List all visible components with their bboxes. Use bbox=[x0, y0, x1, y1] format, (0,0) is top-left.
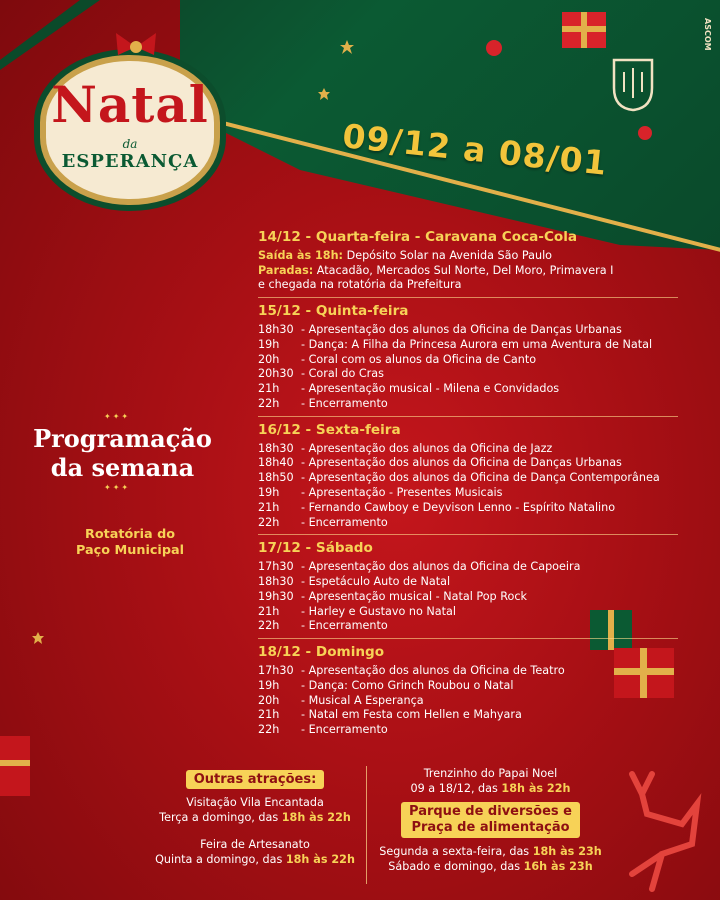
schedule-row bbox=[258, 679, 708, 694]
programacao-title bbox=[20, 424, 225, 482]
caravana-paradas bbox=[258, 264, 708, 279]
time: 22h bbox=[258, 723, 280, 737]
paradas-text: Atacadão, Mercados Sul Norte, Del Moro, Primavera I bbox=[316, 263, 614, 277]
stars-icon: ✦✦✦ bbox=[104, 412, 131, 421]
activity: - Encerramento bbox=[301, 396, 388, 410]
vila-hours: 18h às 22h bbox=[281, 811, 351, 824]
activity: - Musical A Esperança bbox=[301, 693, 424, 707]
feira-schedule bbox=[150, 852, 360, 867]
time: 19h bbox=[258, 678, 280, 692]
trenzinho-days: 09 a 18/12, das bbox=[410, 782, 498, 795]
divider bbox=[258, 297, 678, 298]
time: 20h bbox=[258, 693, 280, 707]
schedule-row bbox=[258, 516, 708, 531]
event-dates: 09/12 a 08/01 bbox=[340, 116, 610, 183]
bow-icon bbox=[114, 25, 158, 69]
saida-label: Saída às 18h: bbox=[258, 248, 344, 262]
time: 18h40 bbox=[258, 456, 294, 470]
caravana-saida bbox=[258, 249, 708, 264]
activity: - Apresentação dos alunos da Oficina de Danças Urbanas bbox=[301, 322, 622, 336]
outras-atracoes bbox=[150, 770, 360, 867]
saida-text: Depósito Solar na Avenida São Paulo bbox=[346, 248, 553, 262]
time: 18h30 bbox=[258, 322, 294, 336]
natal-esperanca-logo bbox=[40, 55, 220, 205]
activity: - Apresentação dos alunos da Oficina de Teatro bbox=[301, 663, 565, 677]
schedule-row bbox=[258, 664, 708, 679]
activity: - Apresentação musical - Natal Pop Rock bbox=[301, 589, 527, 603]
schedule-row bbox=[258, 619, 708, 634]
star-icon bbox=[32, 632, 44, 644]
parque-weekend-days: Sábado e domingo, das bbox=[388, 860, 521, 873]
schedule-row bbox=[258, 560, 708, 575]
activity: - Dança: Como Grinch Roubou o Natal bbox=[301, 678, 514, 692]
parque-title bbox=[401, 802, 580, 838]
schedule-row bbox=[258, 382, 708, 397]
ornament-icon bbox=[636, 124, 654, 142]
schedule-row bbox=[258, 723, 708, 738]
schedule-row bbox=[258, 501, 708, 516]
feira-hours: 18h às 22h bbox=[285, 853, 355, 866]
divider bbox=[258, 638, 678, 639]
schedule-row bbox=[258, 471, 708, 486]
vila-title: Visitação Vila Encantada bbox=[186, 796, 324, 809]
schedule-row bbox=[258, 323, 708, 338]
activity: - Encerramento bbox=[301, 723, 388, 737]
schedule-row bbox=[258, 486, 708, 501]
activity: - Apresentação dos alunos da Oficina de Danças Urbanas bbox=[301, 456, 622, 470]
activity: - Coral com os alunos da Oficina de Canto bbox=[301, 352, 537, 366]
star-icon bbox=[340, 40, 354, 54]
schedule-row bbox=[258, 367, 708, 382]
location-line1: Rotatória do bbox=[84, 527, 176, 542]
activity: - Fernando Cawboy e Deyvison Lenno - Espírito Natalino bbox=[301, 500, 616, 514]
right-attractions bbox=[378, 766, 603, 874]
star-icon bbox=[318, 88, 330, 100]
schedule-row bbox=[258, 353, 708, 368]
activity: - Apresentação musical - Milena e Convidados bbox=[301, 382, 560, 396]
time: 19h bbox=[258, 485, 280, 499]
logo-natal-text: Natal bbox=[51, 75, 209, 134]
time: 18h30 bbox=[258, 441, 294, 455]
day-title: 16/12 - Sexta-feira bbox=[258, 421, 401, 438]
trenzinho-hours: 18h às 22h bbox=[501, 782, 571, 795]
schedule-row bbox=[258, 456, 708, 471]
time: 20h30 bbox=[258, 367, 294, 381]
paradas-label: Paradas: bbox=[258, 263, 314, 277]
parque-weekday bbox=[378, 844, 603, 859]
divider bbox=[258, 534, 678, 535]
time: 22h bbox=[258, 619, 280, 633]
schedule-row bbox=[258, 708, 708, 723]
schedule-row bbox=[258, 338, 708, 353]
activity: - Apresentação dos alunos da Oficina de Jazz bbox=[301, 441, 553, 455]
day-title: 17/12 - Sábado bbox=[258, 540, 373, 557]
activity: - Dança: A Filha da Princesa Aurora em uma Aventura de Natal bbox=[301, 337, 653, 351]
schedule-row bbox=[258, 575, 708, 590]
schedule-row bbox=[258, 442, 708, 457]
time: 17h30 bbox=[258, 663, 294, 677]
ascom-label: ASCOM bbox=[703, 18, 712, 51]
time: 17h30 bbox=[258, 560, 294, 574]
location-text bbox=[60, 527, 200, 559]
time: 22h bbox=[258, 515, 280, 529]
time: 21h bbox=[258, 604, 280, 618]
time: 22h bbox=[258, 396, 280, 410]
programacao-line1: Programação bbox=[33, 424, 212, 453]
time: 19h bbox=[258, 337, 280, 351]
activity: - Harley e Gustavo no Natal bbox=[301, 604, 456, 618]
time: 21h bbox=[258, 500, 280, 514]
day-title: 15/12 - Quinta-feira bbox=[258, 303, 409, 320]
time: 18h30 bbox=[258, 574, 294, 588]
outras-title: Outras atrações: bbox=[186, 770, 325, 789]
stars-icon: ✦✦✦ bbox=[104, 483, 131, 492]
parque-weekend-hours: 16h às 23h bbox=[523, 860, 593, 873]
time: 19h30 bbox=[258, 589, 294, 603]
activity: - Natal em Festa com Hellen e Mahyara bbox=[301, 708, 522, 722]
trenzinho-schedule bbox=[378, 781, 603, 796]
reindeer-icon bbox=[602, 764, 712, 896]
divider bbox=[258, 416, 678, 417]
logo-esperanca-text: ESPERANÇA bbox=[61, 151, 199, 172]
vila-schedule bbox=[150, 810, 360, 825]
paradas-text2: e chegada na rotatória da Prefeitura bbox=[258, 278, 462, 292]
schedule-row bbox=[258, 590, 708, 605]
activity: - Apresentação dos alunos da Oficina de Dança Contemporânea bbox=[301, 471, 660, 485]
parque-weekday-days: Segunda a sexta-feira, das bbox=[379, 845, 530, 858]
feira-days: Quinta a domingo, das bbox=[155, 853, 283, 866]
schedule-row bbox=[258, 397, 708, 412]
parque-weekday-hours: 18h às 23h bbox=[532, 845, 602, 858]
activity: - Apresentação - Presentes Musicais bbox=[301, 485, 503, 499]
feira-title: Feira de Artesanato bbox=[200, 838, 310, 851]
time: 18h50 bbox=[258, 471, 294, 485]
schedule bbox=[258, 230, 708, 738]
day-title: 14/12 - Quarta-feira - Caravana Coca-Cola bbox=[258, 229, 578, 245]
time: 21h bbox=[258, 382, 280, 396]
activity: - Coral do Cras bbox=[301, 367, 384, 381]
caravana-paradas-cont bbox=[258, 278, 708, 293]
gift-icon bbox=[560, 6, 610, 51]
ornament-icon bbox=[484, 38, 504, 58]
vila-days: Terça a domingo, das bbox=[159, 811, 279, 824]
vertical-divider bbox=[366, 766, 367, 884]
logo-da-text: da bbox=[122, 137, 138, 151]
parque-title-line2: Praça de alimentação bbox=[411, 820, 570, 835]
activity: - Espetáculo Auto de Natal bbox=[301, 574, 451, 588]
activity: - Encerramento bbox=[301, 619, 388, 633]
parque-title-line1: Parque de diversões e bbox=[409, 804, 572, 819]
trenzinho-title: Trenzinho do Papai Noel bbox=[423, 767, 558, 780]
schedule-row bbox=[258, 605, 708, 620]
parque-weekend bbox=[378, 859, 603, 874]
day-title: 18/12 - Domingo bbox=[258, 644, 385, 661]
gift-icon bbox=[0, 730, 34, 800]
time: 20h bbox=[258, 352, 280, 366]
city-crest-icon bbox=[612, 58, 654, 112]
activity: - Encerramento bbox=[301, 515, 388, 529]
activity: - Apresentação dos alunos da Oficina de Capoeira bbox=[301, 560, 581, 574]
location-line2: Paço Municipal bbox=[76, 543, 184, 558]
programacao-line2: da semana bbox=[50, 453, 195, 482]
time: 21h bbox=[258, 708, 280, 722]
schedule-row bbox=[258, 694, 708, 709]
